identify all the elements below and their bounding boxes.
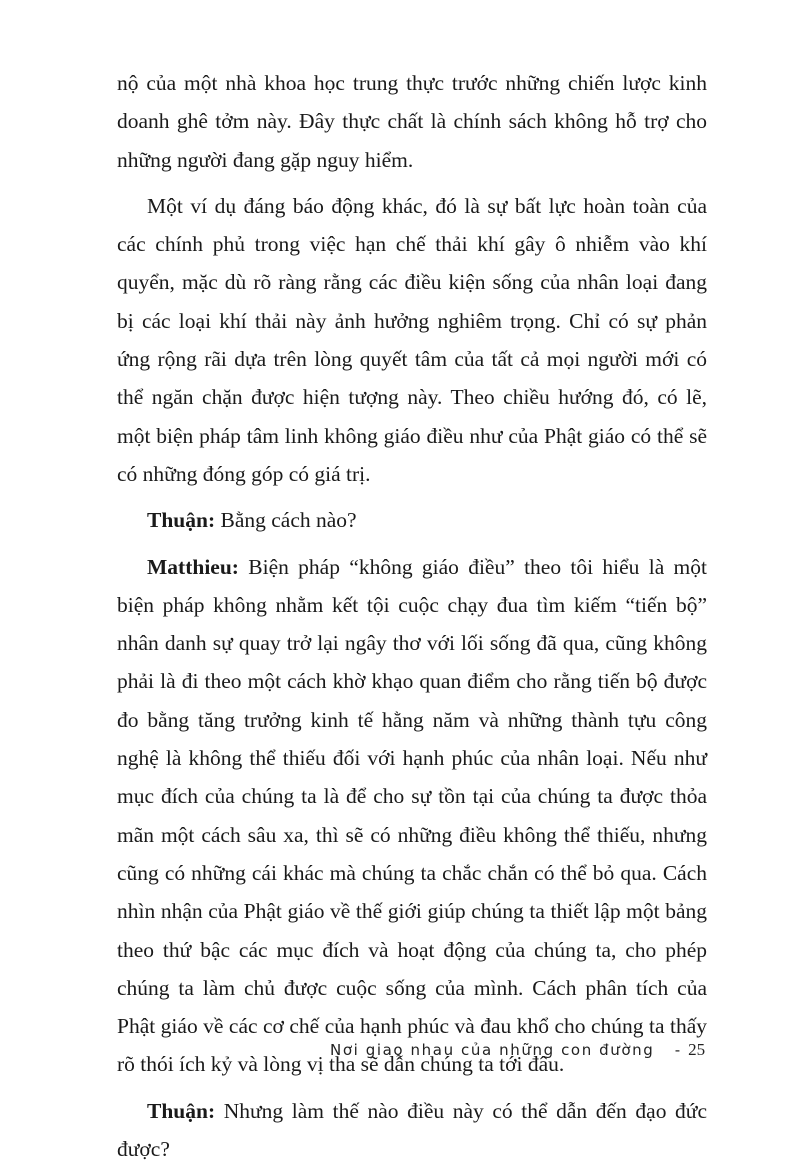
dialogue-paragraph <box>117 1092 707 1169</box>
dialogue-text: Bằng cách nào? <box>215 508 357 533</box>
paragraph-text: nộ của một nhà khoa học trung thực trước những chiến lược kinh doanh ghê tởm này. Đây thực chất là chính sách không hỗ trợ cho những người đang gặp nguy hiểm. <box>117 71 707 172</box>
dialogue-text: Nhưng làm thế nào điều này có thể dẫn đến đạo đức được? <box>117 1098 707 1162</box>
paragraph <box>117 64 707 179</box>
speaker-name: Thuận: <box>147 1098 216 1123</box>
dialogue-text: Biện pháp “không giáo điều” theo tôi hiểu là một biện pháp không nhằm kết tội cuộc chạy đua tìm kiếm “tiến bộ” nhân danh sự quay trở lại ngây thơ với lối sống đã qua, cũng không phải là đi theo một cách khờ khạo quan điểm cho rằng tiến bộ được đo bằng tăng trưởng kinh tế hằng năm và những thành tựu công nghệ là không thể thiếu đối với hạnh phúc của nhân loại. Nếu như mục đích của chúng ta là để cho sự tồn tại của chúng ta được thỏa mãn một cách sâu xa, thì sẽ có những điều không thể thiếu, nhưng cũng có những cái khác mà chúng ta chắc chắn có thể bỏ qua. Cách nhìn nhận của Phật giáo về thế giới giúp chúng ta thiết lập một bảng theo thứ bậc các mục đích và hoạt động của chúng ta, cho phép chúng ta làm chủ được cuộc sống của mình. Cách phân tích của Phật giáo về các cơ chế của hạnh phúc và đau khổ cho chúng ta thấy rõ thói ích kỷ và lòng vị tha sẽ dẫn chúng ta tới đâu. <box>117 554 707 1077</box>
dialogue-paragraph <box>117 501 707 539</box>
speaker-name: Matthieu: <box>147 554 239 579</box>
speaker-name: Thuận: <box>147 508 216 533</box>
footer-separator: - <box>674 1041 682 1059</box>
page-number: 25 <box>688 1040 706 1059</box>
page-body <box>117 64 707 1176</box>
running-footer <box>330 1040 710 1060</box>
paragraph <box>117 187 707 493</box>
paragraph-text: Một ví dụ đáng báo động khác, đó là sự bất lực hoàn toàn của các chính phủ trong việc hạn chế thải khí gây ô nhiễm vào khí quyển, mặc dù rõ ràng rằng các điều kiện sống của nhân loại đang bị các loại khí thải này ảnh hưởng nghiêm trọng. Chỉ có sự phản ứng rộng rãi dựa trên lòng quyết tâm của tất cả mọi người mới có thể ngăn chặn được hiện tượng này. Theo chiều hướng đó, có lẽ, một biện pháp tâm linh không giáo điều như của Phật giáo có thể sẽ có những đóng góp có giá trị. <box>117 193 707 486</box>
dialogue-paragraph <box>117 548 707 1084</box>
running-title: Nơi giao nhau của những con đường <box>330 1041 655 1059</box>
